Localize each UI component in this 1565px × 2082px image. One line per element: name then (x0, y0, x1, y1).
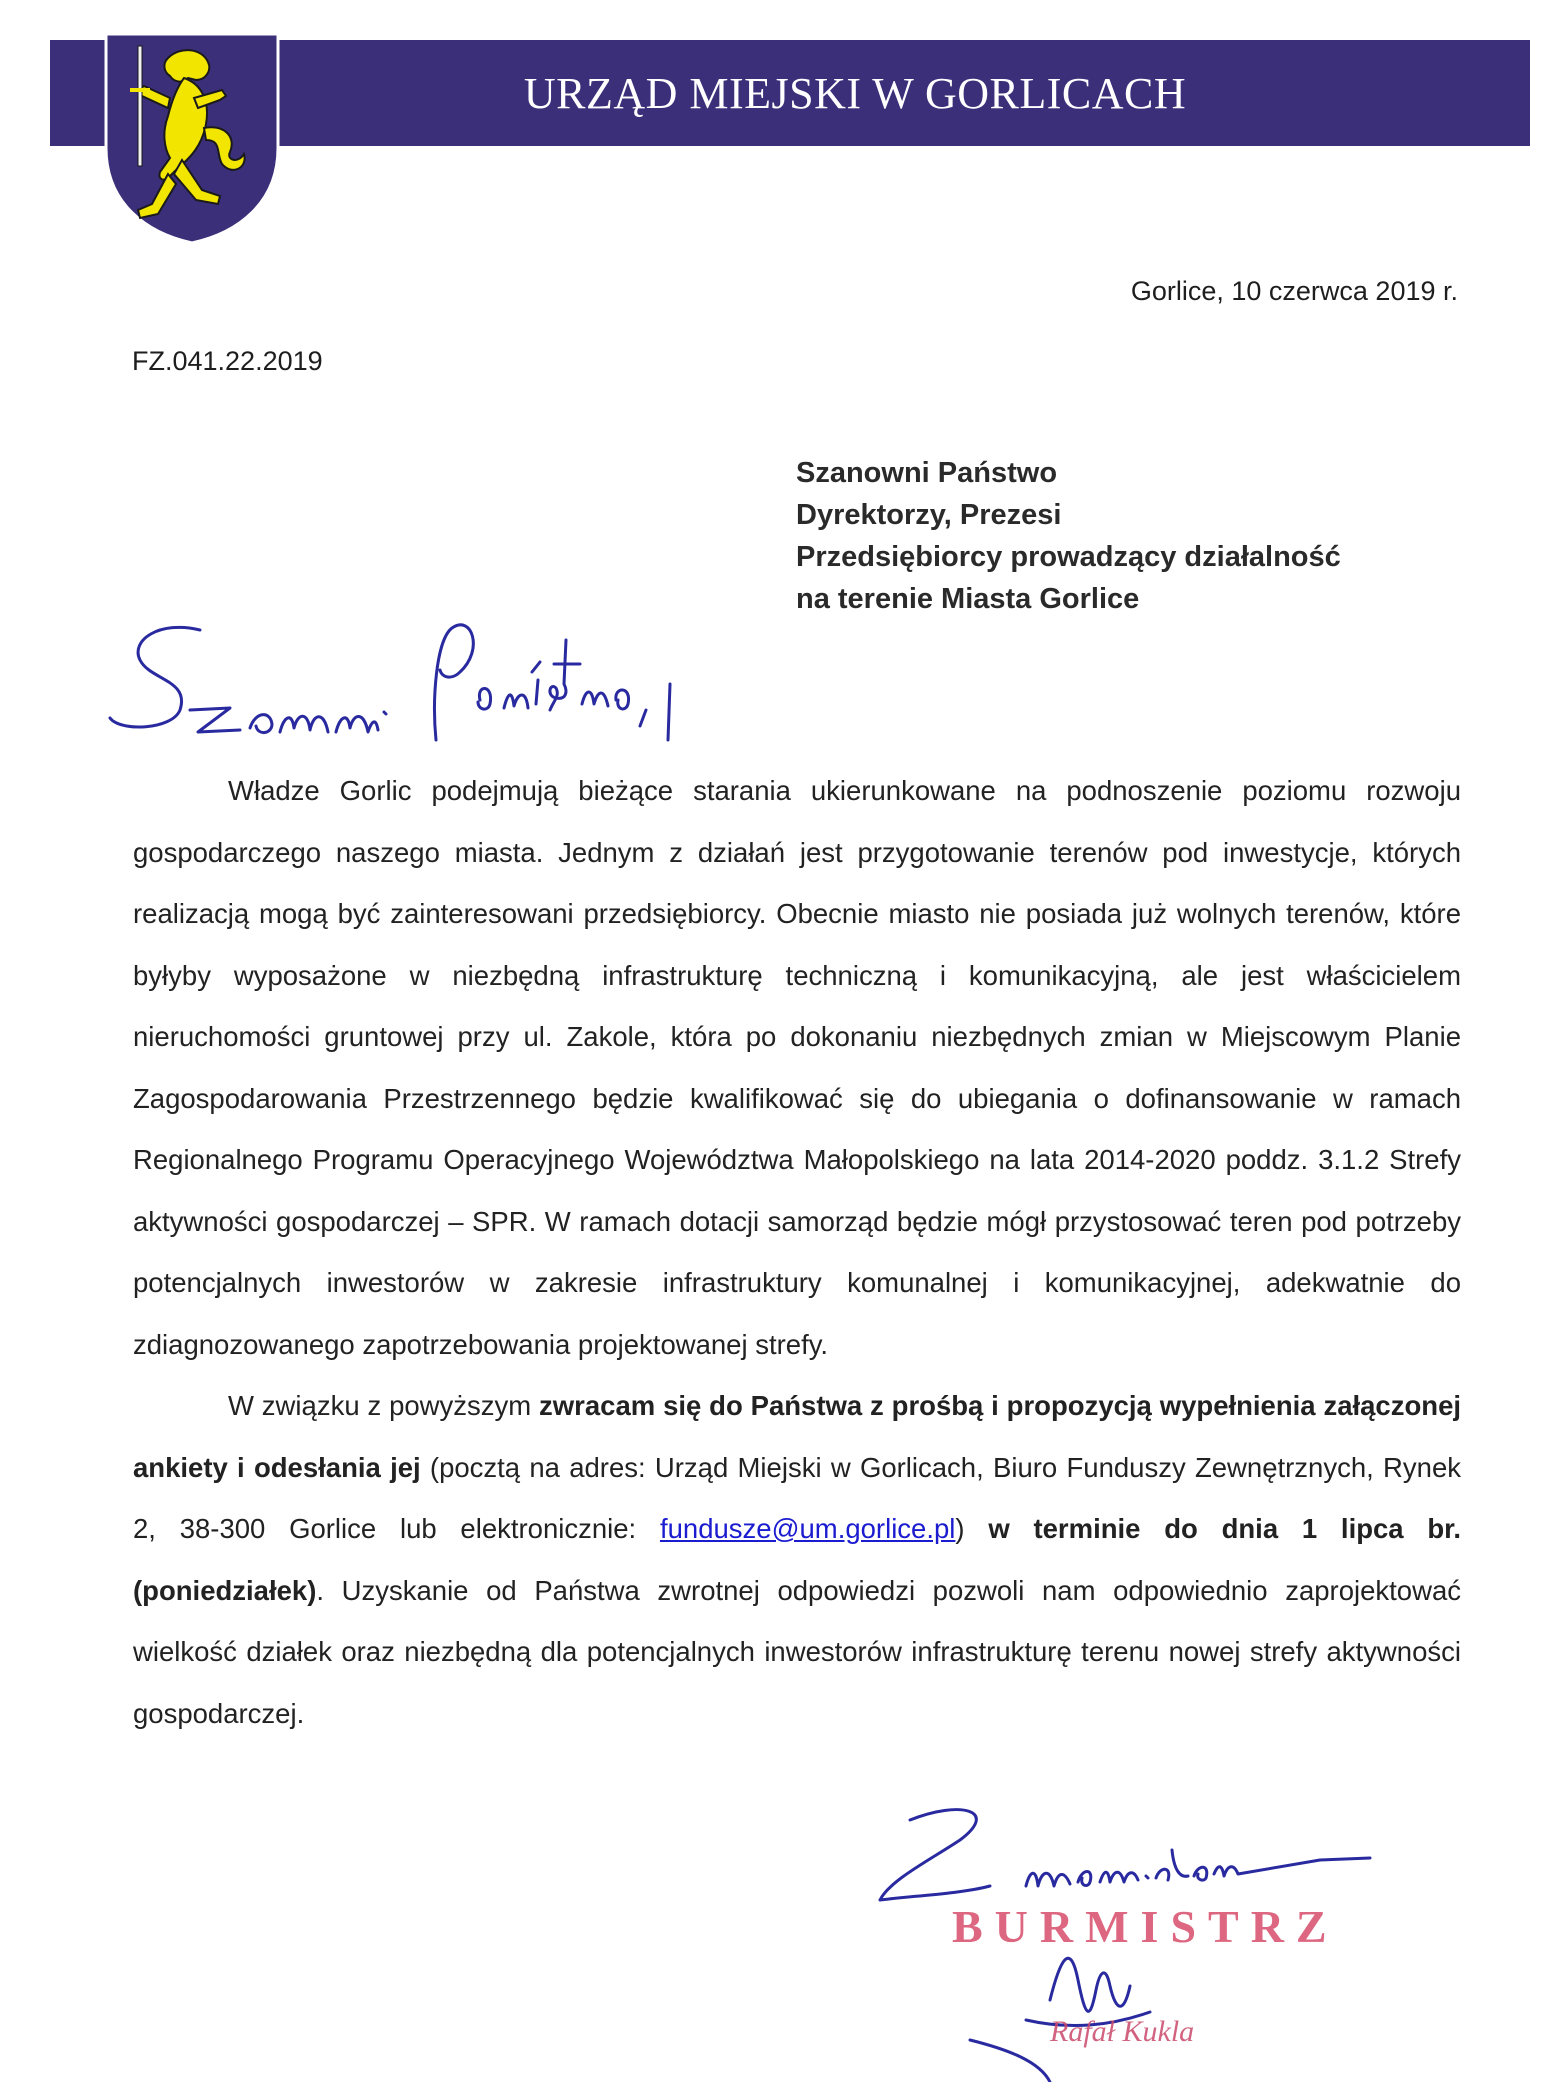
addressee-line: Szanowni Państwo (796, 457, 1058, 489)
body-paragraph-2 (133, 1375, 1461, 1744)
paragraph-2-deadline: w terminie do dnia 1 lipca br. (poniedziałek) (133, 1513, 1461, 1606)
reference-number: FZ.041.22.2019 (132, 346, 323, 376)
handwritten-salutation (80, 600, 780, 760)
paragraph-2-paren: ) (955, 1513, 989, 1544)
letter-body (133, 760, 1461, 1744)
stamp-name: Rafał Kukla (1050, 2015, 1195, 2048)
email-link[interactable]: fundusze@um.gorlice.pl (659, 1513, 956, 1544)
body-paragraph-1: Władze Gorlic podejmują bieżące starania ukierunkowane na podnoszenie poziomu rozwoju gospodarczego naszego miasta. Jednym z działań jest przygotowanie terenów pod inwestycje, których realizacją mogą być zainteresowani przedsiębiorcy. Obecnie miasto nie posiada już wolnych terenów, które byłyby wyposażone w niezbędną infrastrukturę techniczną i komunikacyjną, ale jest właścicielem nieruchomości gruntowej przy ul. Zakole, która po dokonaniu niezbędnych zmian w Miejscowym Planie Zagospodarowania Przestrzennego będzie kwalifikować się do ubiegania o dofinansowanie w ramach Regionalnego Programu Operacyjnego Województwa Małopolskiego na lata 2014-2020 poddz. 3.1.2 Strefy aktywności gospodarczej – SPR. W ramach dotacji samorząd będzie mógł przystosować teren pod potrzeby potencjalnych inwestorów w zakresie infrastruktury komunalnej i komunikacyjnej, adekwatnie do zdiagnozowanego zapotrzebowania projektowanej strefy. (133, 775, 1461, 1360)
paragraph-2-request: zwracam się do Państwa z prośbą i propozycją wypełnienia załączonej ankiety i odesłania jej (133, 1390, 1461, 1483)
addressee-block (796, 452, 1341, 620)
svg-text:Z poważaniem: Z poważaniem (850, 1790, 857, 1791)
stamp-title: BURMISTRZ (952, 1901, 1339, 1952)
header-title: URZĄD MIEJSKI W GORLICACH (523, 68, 1187, 118)
paragraph-2-closing: . Uzyskanie od Państwa zwrotnej odpowiedzi pozwoli nam odpowiednio zaprojektować wielkość działek oraz niezbędną dla potencjalnych inwestorów infrastrukturę terenu nowej strefy aktywności gospodarczej. (133, 1574, 1461, 1729)
closing-z-stroke (880, 1810, 990, 1900)
addressee-line: na terenie Miasta Gorlice (796, 583, 1140, 615)
letter-date: Gorlice, 10 czerwca 2019 r. (1130, 276, 1458, 306)
coat-of-arms-icon (98, 28, 286, 246)
addressee-line: Przedsiębiorcy prowadzący działalność (796, 541, 1341, 573)
paragraph-2-address: (pocztą na adres: Urząd Miejski w Gorlicach, Biuro Funduszy Zewnętrznych, Rynek 2, 38-300 Gorlice lub elektronicznie: (133, 1451, 1461, 1544)
addressee-line: Dyrektorzy, Prezesi (796, 499, 1062, 531)
paragraph-2-intro: W związku z powyższym (228, 1390, 540, 1421)
svg-text:Szanowni Państwo,: Szanowni Państwo, (80, 600, 89, 601)
signature-block (850, 1790, 1550, 2082)
